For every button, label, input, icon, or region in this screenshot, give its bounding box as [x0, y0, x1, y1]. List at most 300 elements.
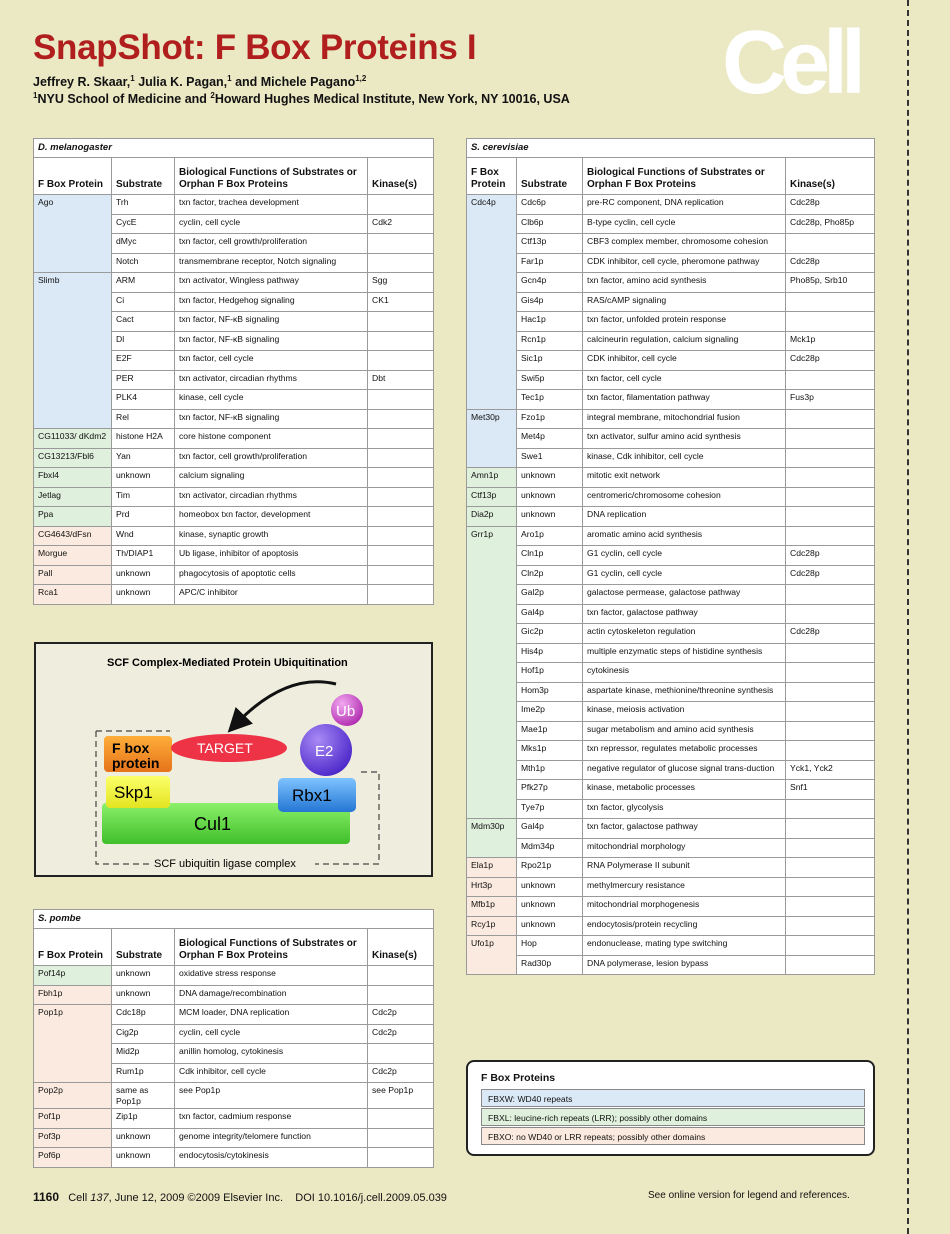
function-cell: kinase, Cdk inhibitor, cell cycle — [583, 448, 786, 468]
table-row — [34, 1005, 434, 1025]
function-cell: txn factor, NF-κB signaling — [175, 409, 368, 429]
function-cell: txn activator, circadian rhythms — [175, 487, 368, 507]
affil-mark: 2 — [210, 91, 215, 100]
table-row — [467, 526, 875, 546]
table-row — [467, 195, 875, 215]
function-cell: homeobox txn factor, development — [175, 507, 368, 527]
table-row — [467, 702, 875, 722]
function-cell: see Pop1p — [175, 1083, 368, 1109]
fbox-protein-cell: CG11033/ dKdm2 — [34, 429, 112, 449]
fbox-protein-cell: Morgue — [34, 546, 112, 566]
substrate-cell: Tec1p — [517, 390, 583, 410]
kinase-cell: Dbt — [368, 370, 434, 390]
substrate-cell: Met4p — [517, 429, 583, 449]
function-cell: integral membrane, mitochondrial fusion — [583, 409, 786, 429]
function-cell: txn factor, trachea development — [175, 195, 368, 215]
substrate-cell: Wnd — [112, 526, 175, 546]
substrate-cell: unknown — [112, 1148, 175, 1168]
cell-logo: Cell — [722, 13, 860, 113]
kinase-cell — [368, 1109, 434, 1129]
function-cell: DNA polymerase, lesion bypass — [583, 955, 786, 975]
affil-text: Howard Hughes Medical Institute, New York, NY 10016, USA — [214, 92, 570, 107]
kinase-cell — [786, 604, 875, 624]
kinase-cell — [368, 409, 434, 429]
kinase-cell: Cdc2p — [368, 1024, 434, 1044]
kinase-cell — [786, 936, 875, 956]
table-row — [34, 1083, 434, 1109]
kinase-cell — [368, 234, 434, 254]
kinase-cell — [368, 253, 434, 273]
kinase-cell: Cdk2 — [368, 214, 434, 234]
function-cell: cyclin, cell cycle — [175, 214, 368, 234]
kinase-cell — [786, 526, 875, 546]
function-cell: txn activator, circadian rhythms — [175, 370, 368, 390]
table-s-cerevisiae — [466, 138, 875, 975]
substrate-cell: Rcn1p — [517, 331, 583, 351]
table-row — [467, 331, 875, 351]
function-cell: txn factor, filamentation pathway — [583, 390, 786, 410]
column-header-protein: F Box Protein — [34, 158, 112, 195]
substrate-cell: ARM — [112, 273, 175, 293]
column-header-protein: F Box Protein — [467, 158, 517, 195]
kinase-cell: Cdc28p — [786, 624, 875, 644]
substrate-cell: Trh — [112, 195, 175, 215]
substrate-cell: Tim — [112, 487, 175, 507]
substrate-cell: Sic1p — [517, 351, 583, 371]
substrate-cell: unknown — [517, 487, 583, 507]
function-cell: mitotic exit network — [583, 468, 786, 488]
substrate-cell: Th/DIAP1 — [112, 546, 175, 566]
kinase-cell: Cdc28p — [786, 253, 875, 273]
kinase-cell: Snf1 — [786, 780, 875, 800]
fbox-protein-cell: Pall — [34, 565, 112, 585]
substrate-cell: Cact — [112, 312, 175, 332]
kinase-cell: Cdc2p — [368, 1063, 434, 1083]
kinase-cell: Cdc28p, Pho85p — [786, 214, 875, 234]
legend-item-fbxw: FBXW: WD40 repeats — [481, 1089, 865, 1107]
table-row — [467, 409, 875, 429]
kinase-cell: Pho85p, Srb10 — [786, 273, 875, 293]
author: Julia K. Pagan, — [134, 75, 228, 90]
fbox-protein-cell: Cdc4p — [467, 195, 517, 410]
fbox-protein-cell: Met30p — [467, 409, 517, 468]
function-cell: actin cytoskeleton regulation — [583, 624, 786, 644]
fbox-protein-cell: Pof6p — [34, 1148, 112, 1168]
function-cell: txn factor, galactose pathway — [583, 819, 786, 839]
fbox-protein-cell: Dia2p — [467, 507, 517, 527]
page-number: 1160 — [33, 1190, 60, 1204]
publication-date: , June 12, 2009 ©2009 Elsevier Inc. — [108, 1192, 284, 1204]
kinase-cell — [368, 585, 434, 605]
substrate-cell: CycE — [112, 214, 175, 234]
function-cell: txn factor, cadmium response — [175, 1109, 368, 1129]
table-row — [34, 546, 434, 566]
substrate-cell: Fzo1p — [517, 409, 583, 429]
table-row — [467, 741, 875, 761]
function-cell: G1 cyclin, cell cycle — [583, 565, 786, 585]
kinase-cell — [368, 526, 434, 546]
scf-diagram-graphic — [36, 644, 431, 875]
substrate-cell: histone H2A — [112, 429, 175, 449]
substrate-cell: Ime2p — [517, 702, 583, 722]
table-row — [467, 546, 875, 566]
fbox-protein-cell: Amn1p — [467, 468, 517, 488]
kinase-cell — [368, 565, 434, 585]
kinase-cell: Cdc28p — [786, 565, 875, 585]
kinase-cell — [368, 507, 434, 527]
kinase-cell: Sgg — [368, 273, 434, 293]
function-cell: aromatic amino acid synthesis — [583, 526, 786, 546]
affil-text: NYU School of Medicine and — [37, 92, 211, 107]
substrate-cell: Hop — [517, 936, 583, 956]
substrate-cell: Gal4p — [517, 819, 583, 839]
substrate-cell: Ci — [112, 292, 175, 312]
function-cell: txn factor, unfolded protein response — [583, 312, 786, 332]
affiliations — [33, 91, 570, 106]
substrate-cell: Yan — [112, 448, 175, 468]
function-cell: aspartate kinase, methionine/threonine synthesis — [583, 682, 786, 702]
kinase-cell: Mck1p — [786, 331, 875, 351]
table-row — [34, 448, 434, 468]
function-cell: txn factor, cell growth/proliferation — [175, 234, 368, 254]
column-header-function: Biological Functions of Substrates or Orphan F Box Proteins — [175, 158, 368, 195]
function-cell: MCM loader, DNA replication — [175, 1005, 368, 1025]
kinase-cell — [786, 877, 875, 897]
kinase-cell: Cdc28p — [786, 351, 875, 371]
skp1-label: Skp1 — [114, 783, 153, 802]
substrate-cell: Pfk27p — [517, 780, 583, 800]
author-affil: 1,2 — [355, 74, 367, 83]
kinase-cell: Yck1, Yck2 — [786, 760, 875, 780]
table-row — [467, 780, 875, 800]
kinase-cell — [786, 409, 875, 429]
legend-title: F Box Proteins — [481, 1072, 556, 1084]
fbox-protein-cell: Mdm30p — [467, 819, 517, 858]
fbox-protein-cell: Rcy1p — [467, 916, 517, 936]
kinase-cell — [368, 429, 434, 449]
substrate-cell: PLK4 — [112, 390, 175, 410]
fbox-protein-cell: Ela1p — [467, 858, 517, 878]
substrate-cell: Swi5p — [517, 370, 583, 390]
function-cell: methylmercury resistance — [583, 877, 786, 897]
function-cell: centromeric/chromosome cohesion — [583, 487, 786, 507]
journal-name: Cell — [68, 1192, 91, 1204]
table-row — [467, 604, 875, 624]
substrate-cell: Mid2p — [112, 1044, 175, 1064]
table-row — [34, 195, 434, 215]
kinase-cell — [786, 234, 875, 254]
substrate-cell: unknown — [112, 565, 175, 585]
substrate-cell: Gal2p — [517, 585, 583, 605]
function-cell: txn factor, cell growth/proliferation — [175, 448, 368, 468]
affil-mark: 1 — [33, 91, 38, 100]
column-header-function: Biological Functions of Substrates or Orphan F Box Proteins — [175, 929, 368, 966]
column-header-substrate: Substrate — [112, 158, 175, 195]
kinase-cell: Cdc2p — [368, 1005, 434, 1025]
substrate-cell: Swe1 — [517, 448, 583, 468]
kinase-cell — [368, 546, 434, 566]
substrate-cell: Hof1p — [517, 663, 583, 683]
fbox-protein-cell: Pop2p — [34, 1083, 112, 1109]
complex-label: SCF ubiquitin ligase complex — [154, 858, 296, 870]
scf-diagram — [34, 642, 433, 877]
substrate-cell: Mth1p — [517, 760, 583, 780]
kinase-cell — [786, 312, 875, 332]
table-row — [467, 312, 875, 332]
kinase-cell: Cdc28p — [786, 546, 875, 566]
table-row — [467, 838, 875, 858]
column-header-substrate: Substrate — [517, 158, 583, 195]
table-row — [467, 663, 875, 683]
kinase-cell — [786, 585, 875, 605]
substrate-cell: unknown — [517, 877, 583, 897]
kinase-cell — [786, 916, 875, 936]
table-row — [34, 966, 434, 986]
substrate-cell: Far1p — [517, 253, 583, 273]
target-label: TARGET — [197, 740, 253, 756]
function-cell: G1 cyclin, cell cycle — [583, 546, 786, 566]
substrate-cell: Cln2p — [517, 565, 583, 585]
doi: DOI 10.1016/j.cell.2009.05.039 — [295, 1192, 447, 1204]
transfer-arrow — [236, 682, 336, 724]
substrate-cell: unknown — [517, 468, 583, 488]
function-cell: RNA Polymerase II subunit — [583, 858, 786, 878]
function-cell: txn factor, cell cycle — [583, 370, 786, 390]
substrate-cell: Ctf13p — [517, 234, 583, 254]
table-row — [467, 682, 875, 702]
function-cell: txn activator, Wingless pathway — [175, 273, 368, 293]
table-row — [467, 273, 875, 293]
function-cell: negative regulator of glucose signal trans-duction — [583, 760, 786, 780]
kinase-cell — [786, 682, 875, 702]
function-cell: endonuclease, mating type switching — [583, 936, 786, 956]
kinase-cell — [786, 721, 875, 741]
cul1-label: Cul1 — [194, 814, 232, 834]
table-row — [34, 1109, 434, 1129]
substrate-cell: Cln1p — [517, 546, 583, 566]
substrate-cell: Zip1p — [112, 1109, 175, 1129]
header-row — [467, 158, 875, 195]
header-row — [34, 158, 434, 195]
substrate-cell: Tye7p — [517, 799, 583, 819]
fbox-protein-cell: CG4643/dFsn — [34, 526, 112, 546]
fbox-protein-cell: Fbh1p — [34, 985, 112, 1005]
function-cell: kinase, synaptic growth — [175, 526, 368, 546]
table-row — [467, 468, 875, 488]
function-cell: phagocytosis of apoptotic cells — [175, 565, 368, 585]
table-row — [34, 1128, 434, 1148]
function-cell: mitochondrial morphogenesis — [583, 897, 786, 917]
authors — [33, 74, 366, 89]
legend-item-fbxo: FBXO: no WD40 or LRR repeats; possibly other domains — [481, 1127, 865, 1145]
fbox-protein-cell: Fbxl4 — [34, 468, 112, 488]
kinase-cell: CK1 — [368, 292, 434, 312]
substrate-cell: Rad30p — [517, 955, 583, 975]
function-cell: Ub ligase, inhibitor of apoptosis — [175, 546, 368, 566]
kinase-cell — [786, 897, 875, 917]
substrate-cell: unknown — [517, 507, 583, 527]
table-row — [467, 390, 875, 410]
function-cell: calcineurin regulation, calcium signaling — [583, 331, 786, 351]
table-row — [467, 234, 875, 254]
substrate-cell: Mdm34p — [517, 838, 583, 858]
table-row — [467, 585, 875, 605]
table-row — [467, 214, 875, 234]
page-footer — [33, 1190, 447, 1204]
substrate-cell: Gis4p — [517, 292, 583, 312]
fbox-protein-cell: CG13213/Fbl6 — [34, 448, 112, 468]
column-header-protein: F Box Protein — [34, 929, 112, 966]
column-header-kinase: Kinase(s) — [786, 158, 875, 195]
function-cell: Cdk inhibitor, cell cycle — [175, 1063, 368, 1083]
author-affil: 1 — [227, 74, 232, 83]
substrate-cell: Rel — [112, 409, 175, 429]
kinase-cell — [368, 195, 434, 215]
table-row — [34, 487, 434, 507]
fbox-protein-cell: Pop1p — [34, 1005, 112, 1083]
table-row — [34, 1148, 434, 1168]
kinase-cell — [786, 955, 875, 975]
table-row — [34, 985, 434, 1005]
e2-label: E2 — [315, 743, 334, 760]
substrate-cell: unknown — [112, 985, 175, 1005]
table-row — [467, 507, 875, 527]
substrate-cell: Cdc18p — [112, 1005, 175, 1025]
fbox-protein-cell: Jetlag — [34, 487, 112, 507]
function-cell: genome integrity/telomere function — [175, 1128, 368, 1148]
substrate-cell: Mks1p — [517, 741, 583, 761]
kinase-cell — [368, 468, 434, 488]
substrate-cell: unknown — [112, 468, 175, 488]
function-cell: kinase, cell cycle — [175, 390, 368, 410]
substrate-cell: Hom3p — [517, 682, 583, 702]
function-cell: oxidative stress response — [175, 966, 368, 986]
function-cell: cytokinesis — [583, 663, 786, 683]
function-cell: CDK inhibitor, cell cycle — [583, 351, 786, 371]
fbox-protein-cell: Mfb1p — [467, 897, 517, 917]
function-cell: txn factor, NF-κB signaling — [175, 312, 368, 332]
organism-name: S. cerevisiae — [467, 139, 875, 158]
table-row — [467, 916, 875, 936]
kinase-cell — [368, 966, 434, 986]
kinase-cell — [786, 741, 875, 761]
function-cell: anillin homolog, cytokinesis — [175, 1044, 368, 1064]
kinase-cell — [368, 351, 434, 371]
substrate-cell: Clb6p — [517, 214, 583, 234]
substrate-cell: His4p — [517, 643, 583, 663]
table-d-melanogaster — [33, 138, 434, 605]
substrate-cell: Dl — [112, 331, 175, 351]
function-cell: RAS/cAMP signaling — [583, 292, 786, 312]
organism-row — [467, 139, 875, 158]
kinase-cell — [368, 390, 434, 410]
kinase-cell — [786, 468, 875, 488]
substrate-cell: Hac1p — [517, 312, 583, 332]
function-cell: sugar metabolism and amino acid synthesis — [583, 721, 786, 741]
table-row — [467, 448, 875, 468]
substrate-cell: Aro1p — [517, 526, 583, 546]
function-cell: APC/C inhibitor — [175, 585, 368, 605]
author: and Michele Pagano — [231, 75, 356, 90]
legend-item-fbxl: FBXL: leucine-rich repeats (LRR); possibly other domains — [481, 1108, 865, 1126]
kinase-cell — [368, 985, 434, 1005]
table-row — [467, 819, 875, 839]
substrate-cell: Gal4p — [517, 604, 583, 624]
kinase-cell — [368, 487, 434, 507]
kinase-cell — [786, 838, 875, 858]
function-cell: endocytosis/cytokinesis — [175, 1148, 368, 1168]
table-row — [34, 565, 434, 585]
kinase-cell — [368, 312, 434, 332]
substrate-cell: Cdc6p — [517, 195, 583, 215]
ub-label: Ub — [336, 703, 356, 720]
substrate-cell: Mae1p — [517, 721, 583, 741]
table-row — [467, 858, 875, 878]
function-cell: cyclin, cell cycle — [175, 1024, 368, 1044]
column-header-kinase: Kinase(s) — [368, 929, 434, 966]
column-header-function: Biological Functions of Substrates or Orphan F Box Proteins — [583, 158, 786, 195]
function-cell: multiple enzymatic steps of histidine synthesis — [583, 643, 786, 663]
kinase-cell — [786, 448, 875, 468]
fbox-label-2: protein — [112, 755, 160, 771]
table-row — [467, 351, 875, 371]
table-row — [34, 468, 434, 488]
kinase-cell: Fus3p — [786, 390, 875, 410]
function-cell: calcium signaling — [175, 468, 368, 488]
table-row — [467, 487, 875, 507]
function-cell: txn factor, NF-κB signaling — [175, 331, 368, 351]
table-row — [467, 624, 875, 644]
function-cell: CDK inhibitor, cell cycle, pheromone pathway — [583, 253, 786, 273]
fbox-protein-cell: Grr1p — [467, 526, 517, 819]
rbx1-label: Rbx1 — [292, 786, 332, 805]
kinase-cell — [368, 1128, 434, 1148]
substrate-cell: dMyc — [112, 234, 175, 254]
table-row — [34, 273, 434, 293]
fbox-protein-cell: Rca1 — [34, 585, 112, 605]
substrate-cell: unknown — [517, 897, 583, 917]
fbox-protein-cell: Pof14p — [34, 966, 112, 986]
function-cell: txn repressor, regulates metabolic processes — [583, 741, 786, 761]
table-row — [467, 936, 875, 956]
kinase-cell — [368, 1044, 434, 1064]
table-row — [467, 721, 875, 741]
substrate-cell: E2F — [112, 351, 175, 371]
table-row — [34, 429, 434, 449]
function-cell: kinase, metabolic processes — [583, 780, 786, 800]
table-row — [34, 526, 434, 546]
table-row — [467, 292, 875, 312]
kinase-cell — [786, 370, 875, 390]
table-row — [467, 253, 875, 273]
kinase-cell — [786, 858, 875, 878]
table-row — [34, 507, 434, 527]
organism-row — [34, 910, 434, 929]
function-cell: DNA replication — [583, 507, 786, 527]
substrate-cell: Cig2p — [112, 1024, 175, 1044]
substrate-cell: PER — [112, 370, 175, 390]
kinase-cell — [368, 1148, 434, 1168]
table-row — [467, 799, 875, 819]
author-affil: 1 — [130, 74, 135, 83]
diagram-title: SCF Complex-Mediated Protein Ubiquitination — [107, 657, 348, 669]
function-cell: mitochondrial morphology — [583, 838, 786, 858]
kinase-cell — [786, 429, 875, 449]
fbox-protein-cell: Hrt3p — [467, 877, 517, 897]
kinase-cell — [786, 799, 875, 819]
column-header-substrate: Substrate — [112, 929, 175, 966]
table-row — [467, 877, 875, 897]
